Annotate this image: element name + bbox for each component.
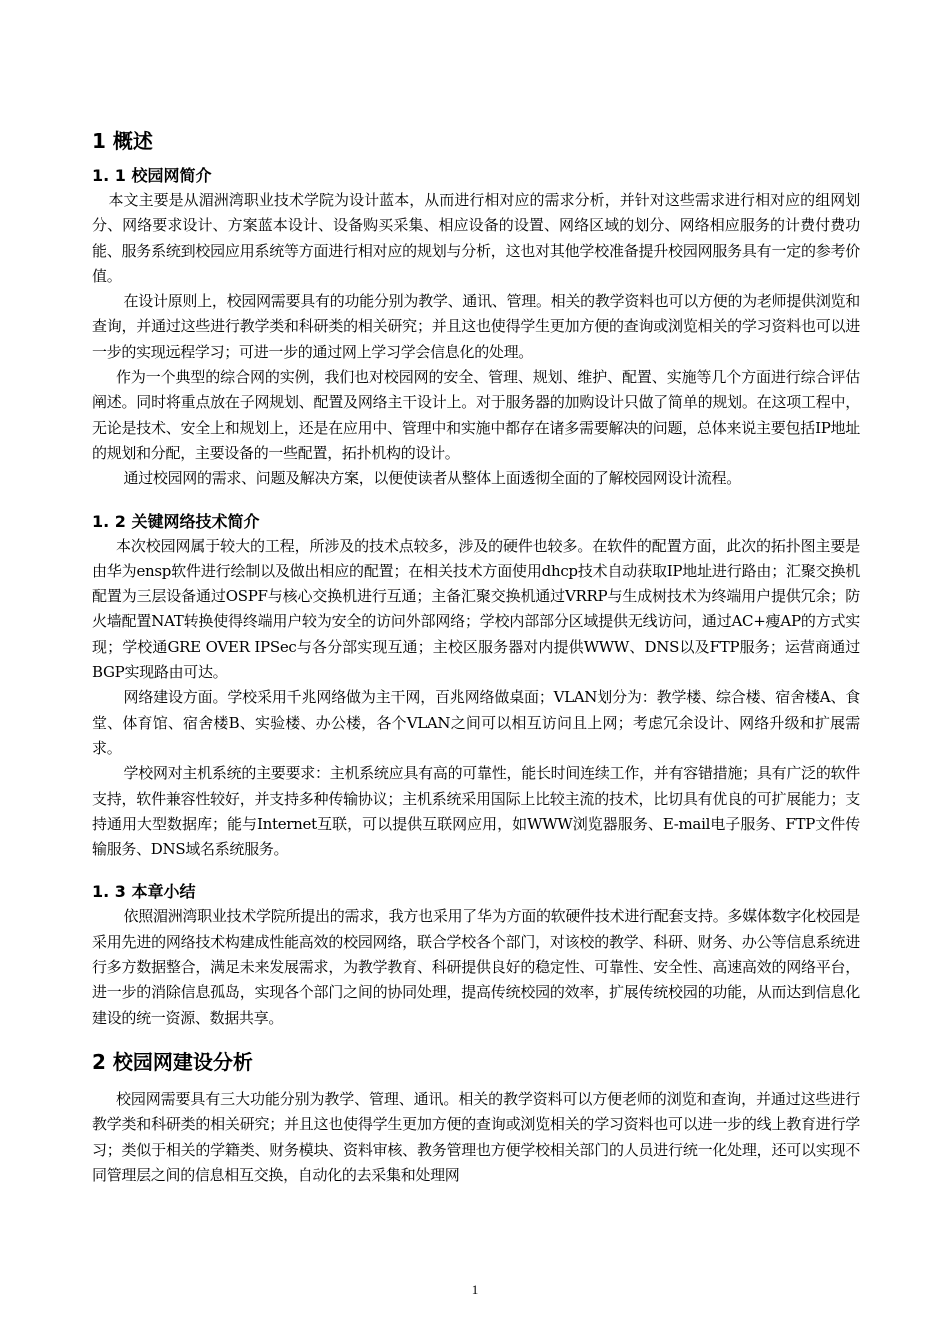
chapter-1-title: 1 概述 xyxy=(92,129,153,153)
paragraph: 本次校园网属于较大的工程，所涉及的技术点较多，涉及的硬件也较多。在软件的配置方面，此次的拓扑图主要是由华为ensp软件进行绘制以及做出相应的配置；在相关技术方面使用dhcp技术自动获取IP地址进行路由；汇聚交换机配置为三层设备通过OSPF与核心交换机进行互通；主备汇聚交换机通过VRRP与生成树技术为终端用户提供冗余；防火墙配置NAT转换使得终端用户较为安全的访问外部网络；学校内部部分区域提供无线访问，通过AC+瘦AP的方式实现；学校通GRE OVER IPSec与各分部实现互通；主校区服务器对内提供WWW、DNS以及FTP服务；运营商通过BGP实现路由可达。 xyxy=(92,536,860,682)
page-number: 1 xyxy=(471,1282,479,1297)
section-1-2-title: 1. 2 关键网络技术简介 xyxy=(92,511,260,531)
section-1-1-title: 1. 1 校园网简介 xyxy=(92,166,212,185)
paragraph: 网络建设方面。学校采用千兆网络做为主干网，百兆网络做桌面；VLAN划分为：教学楼、综合楼、宿舍楼A、食堂、体育馆、宿舍楼B、实验楼、办公楼，各个VLAN之间可以相互访问且上网；考虑冗余设计、网络升级和扩展需求。 xyxy=(92,688,860,757)
section-1-3-title: 1. 3 本章小结 xyxy=(92,882,196,902)
paragraph: 依照湄洲湾职业技术学院所提出的需求，我方也采用了华为方面的软硬件技术进行配套支持。多媒体数字化校园是采用先进的网络技术构建成性能高效的校园网络，联合学校各个部门，对该校的教学、科研、财务、办公等信息系统进行多方数据整合，满足未来发展需求，为教学教育、科研提供良好的稳定性、可靠性、安全性、高速高效的网络平台，进一步的消除信息孤岛，实现各个部门之间的协同处理，提高传统校园的效率，扩展传统校园的功能，从而达到信息化建设的统一资源、数据共享。 xyxy=(92,907,860,1027)
paragraph: 在设计原则上，校园网需要具有的功能分别为教学、通讯、管理。相关的教学资料也可以方便的为老师提供浏览和查询，并通过这些进行教学类和科研类的相关研究；并且这也使得学生更加方便的查询或浏览相关的学习资料也可以进一步的实现远程学习；可进一步的通过网上学习学会信息化的处理。 xyxy=(92,292,860,361)
paragraph: 本文主要是从湄洲湾职业技术学院为设计蓝本，从而进行相对应的需求分析，并针对这些需求进行相对应的组网划分、网络要求设计、方案蓝本设计、设备购买采集、相应设备的设置、网络区域的划分、网络相应服务的计费付费功能、服务系统到校园应用系统等方面进行相对应的规划与分析，这也对其他学校准备提升校园网服务具有一定的参考价值。 xyxy=(92,191,860,285)
paragraph: 校园网需要具有三大功能分别为教学、管理、通讯。相关的教学资料可以方便老师的浏览和查询，并通过这些进行教学类和科研类的相关研究；并且这也使得学生更加方便的查询或浏览相关的学习资料也可以进一步的线上教育进行学习；类似于相关的学籍类、财务模块、资料审核、教务管理也方便学校相关部门的人员进行统一化处理，还可以实现不同管理层之间的信息相互交换，自动化的去采集和处理网 xyxy=(92,1089,860,1184)
paragraph: 作为一个典型的综合网的实例，我们也对校园网的安全、管理、规划、维护、配置、实施等几个方面进行综合评估阐述。同时将重点放在子网规划、配置及网络主干设计上。对于服务器的加购设计只做了简单的规划。在这项工程中，无论是技术、安全上和规划上，还是在应用中、管理中和实施中都存在诸多需要解决的问题，总体来说主要包括IP地址的规划和分配，主要设备的一些配置，拓扑机构的设计。 xyxy=(92,368,860,462)
paragraph: 通过校园网的需求、问题及解决方案，以便使读者从整体上面透彻全面的了解校园网设计流程。 xyxy=(123,469,741,488)
chapter-2-title: 2 校园网建设分析 xyxy=(92,1049,253,1074)
page-content xyxy=(92,126,860,1188)
paragraph: 学校网对主机系统的主要要求：主机系统应具有高的可靠性，能长时间连续工作，并有容错措施；具有广泛的软件支持，软件兼容性较好，并支持多种传输协议；主机系统采用国际上比较主流的技术，比切具有优良的可扩展能力；支持通用大型数据库；能与Internet互联，可以提供互联网应用，如WWW浏览器服务、E-mail电子服务、FTP文件传输服务、DNS域名系统服务。 xyxy=(92,764,860,859)
